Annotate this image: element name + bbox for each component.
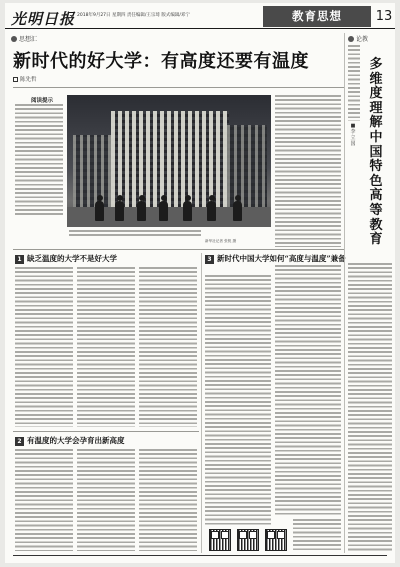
photo-building-center — [111, 111, 229, 207]
side-headline-char: 高 — [369, 188, 383, 204]
column-tag-icon — [348, 36, 354, 42]
subhead-1 — [15, 253, 117, 264]
photo-student — [233, 201, 242, 221]
subhead-2-number: 2 — [15, 437, 24, 446]
side-byline-char: 立 — [350, 135, 356, 141]
headline-rule — [13, 87, 345, 88]
side-column-divider — [344, 33, 345, 553]
masthead — [5, 3, 395, 29]
subhead-3-number: 3 — [205, 255, 214, 264]
side-body-text — [348, 263, 392, 551]
side-byline-char: 李 — [350, 129, 356, 135]
page-number: 13 — [375, 9, 393, 24]
subhead-2 — [15, 435, 125, 446]
main-body-col-3 — [139, 267, 197, 427]
subhead-2-text: 有温度的大学会孕育出新高度 — [27, 436, 125, 445]
qr-note — [293, 519, 341, 551]
photo-caption — [69, 230, 201, 238]
side-column-tag-label: 论教 — [356, 36, 369, 43]
side-byline-char: ■ — [350, 123, 356, 129]
main-column-tag — [11, 34, 37, 43]
intro-label: 阅读提示 — [31, 98, 54, 104]
main-body-col-1 — [15, 267, 73, 427]
photo-student — [115, 201, 124, 221]
footer-rule — [13, 555, 387, 556]
photo-student — [137, 201, 146, 221]
side-headline-char: 等 — [369, 202, 383, 218]
main-text-right-of-photo — [275, 95, 341, 247]
main-body-col-2 — [77, 267, 135, 427]
section-rule-1 — [13, 249, 345, 250]
side-column-tag — [348, 34, 368, 43]
subhead-1-text: 缺乏温度的大学不是好大学 — [27, 254, 117, 263]
main-body-col-6 — [15, 449, 73, 551]
dateline: 2018年9月27日 星期四 责任编辑/王宗琦 版式编辑/邓宁 — [77, 13, 190, 18]
newspaper-logo: 光明日报 — [11, 10, 76, 28]
byline-marker-icon — [13, 77, 18, 82]
main-body-col-7 — [77, 449, 135, 551]
column-tag-icon — [11, 36, 17, 42]
subhead-3 — [205, 253, 346, 264]
main-byline — [13, 75, 37, 83]
photo-student — [159, 201, 168, 221]
subhead-3-text: 新时代中国大学如何“高度与温度”兼备 — [217, 254, 346, 263]
section-title: 教育思想 — [263, 6, 371, 27]
side-lead-text — [348, 45, 360, 121]
photo-student — [207, 201, 216, 221]
side-headline — [362, 58, 390, 248]
photo-building-right — [227, 125, 267, 207]
qr-code — [209, 529, 231, 551]
subhead-1-number: 1 — [15, 255, 24, 264]
side-headline-char: 解 — [369, 115, 383, 131]
main-body-col-5 — [275, 265, 341, 515]
qr-code — [237, 529, 259, 551]
main-body-col-8 — [139, 449, 197, 551]
newspaper-page — [5, 3, 395, 563]
side-headline-char: 育 — [369, 232, 383, 248]
side-byline — [348, 123, 358, 147]
photo-building-left — [73, 135, 115, 207]
side-headline-char: 中 — [369, 129, 383, 145]
main-headline: 新时代的好大学：有高度还要有温度 — [13, 51, 309, 72]
side-headline-char: 度 — [369, 86, 383, 102]
main-byline-author: 陈先哲 — [20, 77, 37, 83]
side-byline-char: 国 — [350, 141, 356, 147]
column-divider — [201, 253, 202, 553]
side-headline-char: 理 — [369, 100, 383, 116]
side-headline-char: 特 — [369, 159, 383, 175]
photo-student — [95, 201, 104, 221]
photo-student — [183, 201, 192, 221]
side-headline-char: 教 — [369, 217, 383, 233]
intro-text — [15, 104, 63, 216]
photo-credit: 新华社记者 张锐 摄 — [205, 239, 237, 243]
side-headline-char: 国 — [369, 144, 383, 160]
section-rule-2 — [13, 431, 199, 432]
side-headline-char: 维 — [369, 71, 383, 87]
main-column-tag-label: 思想汇 — [19, 36, 38, 43]
qr-code — [265, 529, 287, 551]
side-headline-char: 多 — [369, 57, 383, 72]
campus-night-photo — [67, 95, 271, 227]
main-body-col-4 — [205, 275, 271, 525]
side-headline-char: 色 — [369, 173, 383, 189]
